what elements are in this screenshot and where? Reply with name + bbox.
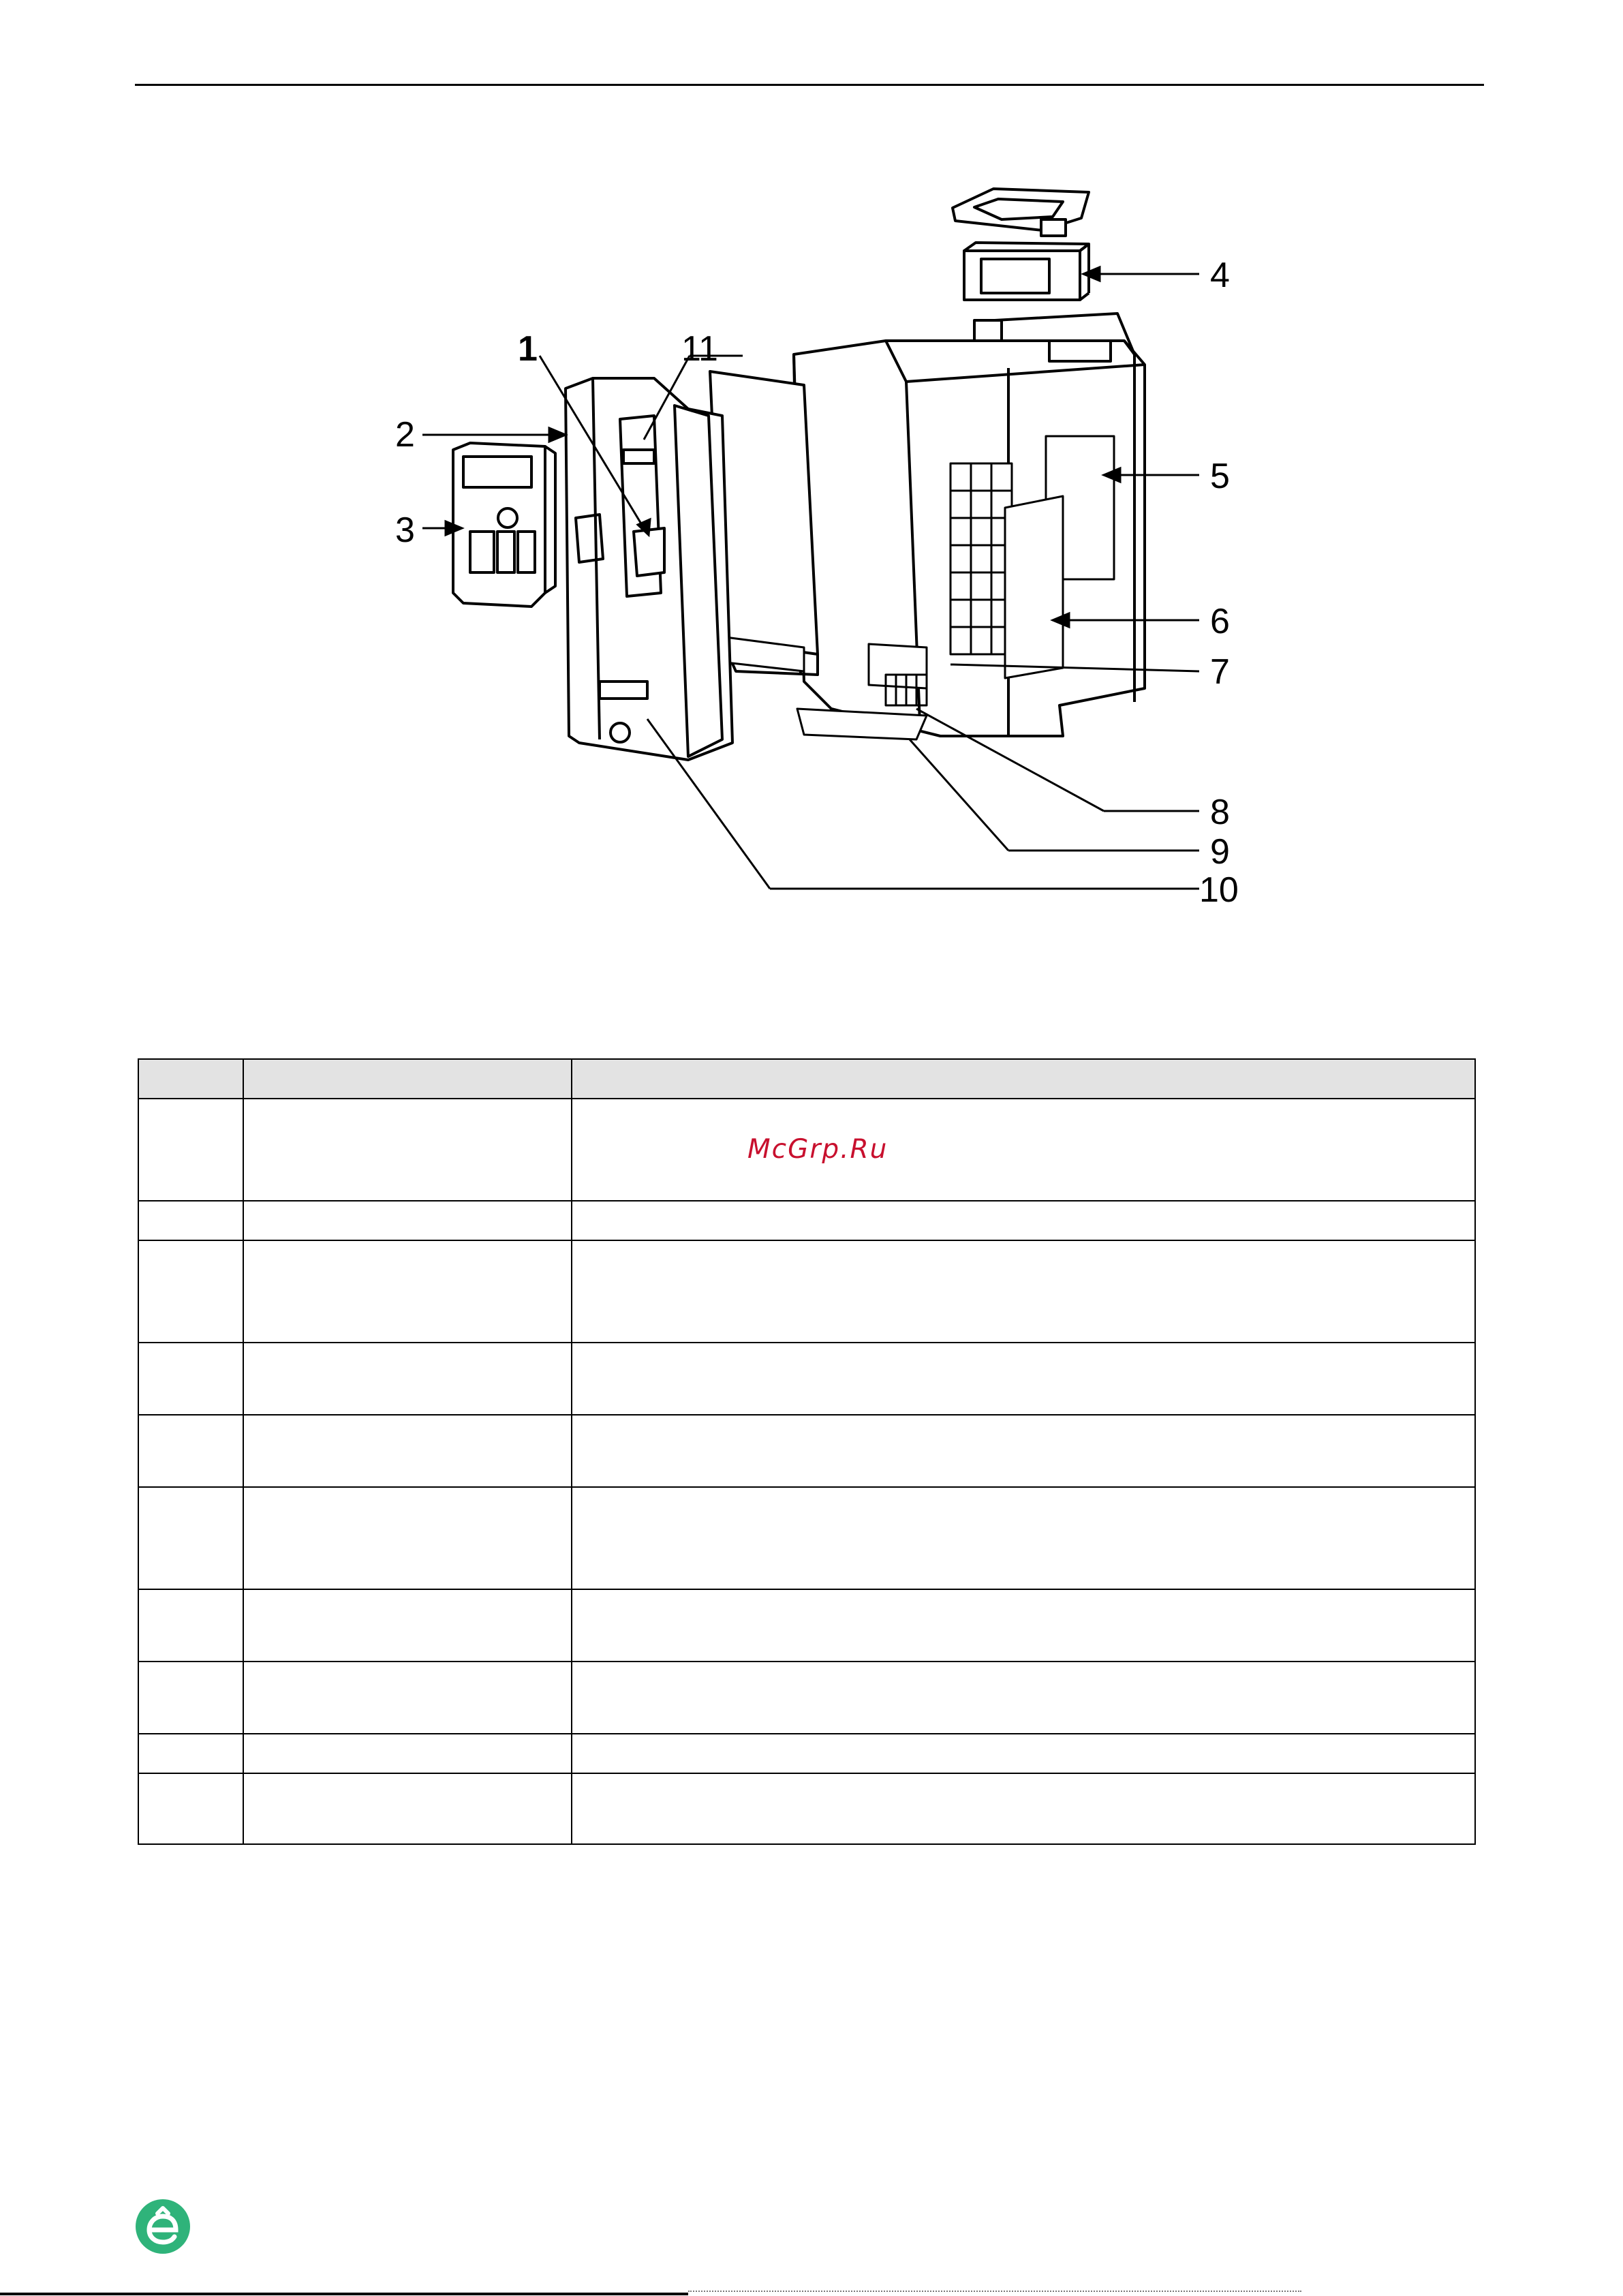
- table-row: [138, 1662, 1475, 1734]
- cell-name: [243, 1099, 572, 1201]
- front-cover-drawing: [566, 378, 732, 760]
- cell-description: [572, 1240, 1475, 1343]
- footer-dotted-rule: [688, 2291, 1301, 2296]
- nameplate-drawing: [1005, 496, 1063, 678]
- side-vent-drawing: [950, 463, 1012, 654]
- callout-6: 6: [1210, 602, 1230, 641]
- cell-name: [243, 1201, 572, 1240]
- cell-name: [243, 1240, 572, 1343]
- header-cell-description: [572, 1059, 1475, 1099]
- fan-drawing: [964, 243, 1089, 300]
- footer-rule: [0, 2293, 688, 2295]
- cell-no: [138, 1240, 243, 1343]
- cell-name: [243, 1589, 572, 1662]
- callout-3: 3: [395, 510, 415, 550]
- cell-description: [572, 1343, 1475, 1415]
- table-header-row: [138, 1059, 1475, 1099]
- callout-9: 9: [1210, 832, 1230, 872]
- callout-4: 4: [1210, 256, 1230, 295]
- cell-description: [572, 1487, 1475, 1589]
- cell-description: [572, 1662, 1475, 1734]
- cell-description: [572, 1415, 1475, 1487]
- cell-description: [572, 1201, 1475, 1240]
- table-row: [138, 1415, 1475, 1487]
- cell-name: [243, 1662, 572, 1734]
- table-row: [138, 1487, 1475, 1589]
- header-cell-name: [243, 1059, 572, 1099]
- cell-no: [138, 1589, 243, 1662]
- table-row: [138, 1343, 1475, 1415]
- e-circle-logo-icon: [135, 2199, 191, 2254]
- callout-2: 2: [395, 415, 415, 455]
- cell-name: [243, 1487, 572, 1589]
- table-row: [138, 1240, 1475, 1343]
- cell-description: [572, 1773, 1475, 1844]
- callout-8: 8: [1210, 793, 1230, 832]
- table-row: [138, 1734, 1475, 1773]
- cell-description: [572, 1099, 1475, 1201]
- cell-no: [138, 1773, 243, 1844]
- cell-no: [138, 1662, 243, 1734]
- keypad-drawing: [453, 443, 555, 607]
- callout-10: 10: [1199, 870, 1239, 910]
- cell-no: [138, 1487, 243, 1589]
- parts-table: [138, 1058, 1476, 1845]
- callout-1: 1: [518, 329, 538, 369]
- callout-5: 5: [1210, 457, 1230, 496]
- cell-no: [138, 1343, 243, 1415]
- cell-description: [572, 1589, 1475, 1662]
- cell-name: [243, 1343, 572, 1415]
- callout-11: 11: [681, 329, 718, 369]
- exploded-view-figure: [0, 0, 1623, 940]
- cell-name: [243, 1415, 572, 1487]
- table-row: [138, 1201, 1475, 1240]
- watermark-text: McGrp.Ru: [747, 1134, 888, 1165]
- cell-name: [243, 1773, 572, 1844]
- arrowhead-2: [549, 428, 566, 442]
- cell-name: [243, 1734, 572, 1773]
- leader-9b: [910, 739, 1008, 851]
- cell-description: [572, 1734, 1475, 1773]
- cell-no: [138, 1201, 243, 1240]
- cell-no: [138, 1099, 243, 1201]
- callout-7: 7: [1210, 652, 1230, 692]
- cell-no: [138, 1415, 243, 1487]
- table-row: [138, 1589, 1475, 1662]
- table-row: [138, 1773, 1475, 1844]
- exploded-view-drawing: [0, 0, 1623, 940]
- fan-cover-drawing: [953, 189, 1089, 236]
- header-cell-no: [138, 1059, 243, 1099]
- arrowhead-4: [1083, 267, 1100, 281]
- cell-no: [138, 1734, 243, 1773]
